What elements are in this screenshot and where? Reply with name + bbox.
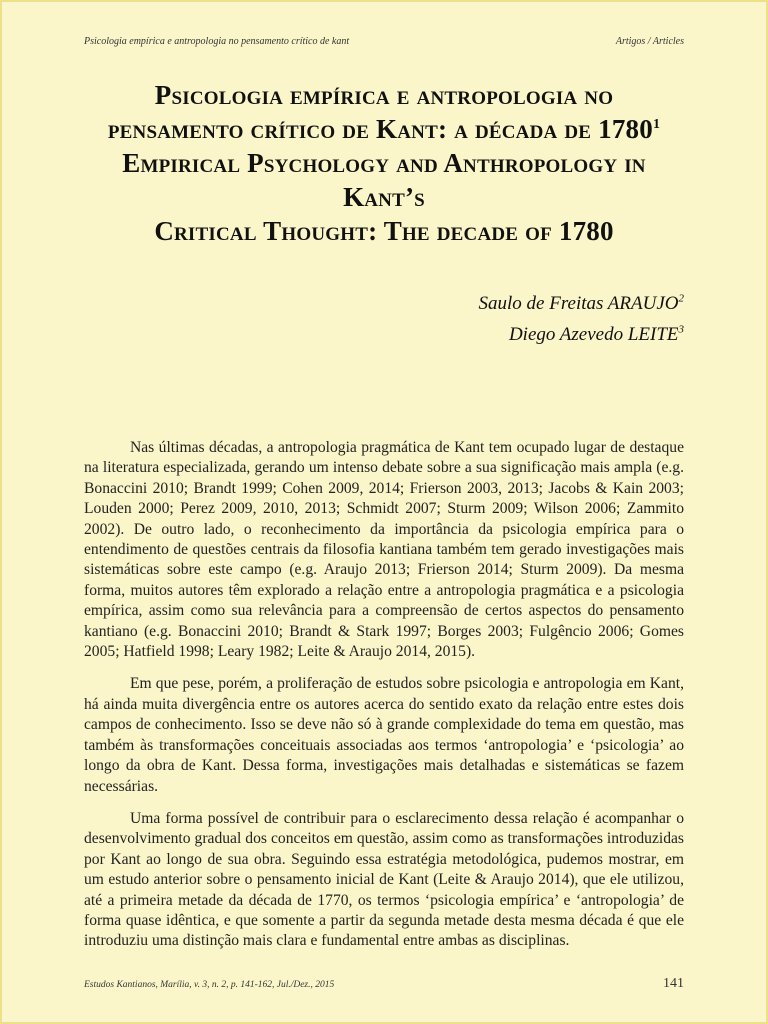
body-paragraph-3: Uma forma possível de contribuir para o esclarecimento dessa relação é acompanhar o desenvolvimento gradual dos conceitos em questão, assim como as transformações introduzidas por Kant ao longo de sua obra. Seguindo essa estratégia metodológica, pudemos mostrar, em um estudo anterior sobre o pensamento inicial de Kant (Leite & Araujo 2014), que ele utilizou, até a primeira metade da década de 1770, os termos ‘psicologia empírica’ e ‘antropologia’ de forma quase idêntica, e que somente a partir da segunda metade desta mesma década é que ele introduziu uma distinção mais clara e fundamental entre ambas as disciplinas. xyxy=(84,809,684,950)
author-1 xyxy=(479,288,685,319)
title-en-line-1: Empirical Psychology and Anthropology in Kant’s xyxy=(122,148,646,212)
section-label: Artigos / Articles xyxy=(615,36,684,47)
title-pt-line-1: Psicologia empírica e antropologia no xyxy=(154,80,614,110)
page-number: 141 xyxy=(663,976,684,991)
authors xyxy=(479,288,685,350)
title-footnote-marker[interactable]: 1 xyxy=(652,117,661,132)
author-1-footnote-marker[interactable]: 2 xyxy=(678,292,684,305)
title-pt-line-2 xyxy=(84,112,684,146)
running-header xyxy=(84,36,684,47)
title-en-line-2: Critical Thought: The decade of 1780 xyxy=(154,216,614,246)
author-1-name: Saulo de Freitas ARAUJO xyxy=(478,293,679,314)
body-paragraph-1: Nas últimas décadas, a antropologia pragmática de Kant tem ocupado lugar de destaque na literatura especializada, gerando um intenso debate sobre a sua significação mais ampla (e.g. Bonaccini 2010; Brandt 1999; Cohen 2009, 2014; Frierson 2003, 2013; Jacobs & Kain 2003; Louden 2000; Perez 2009, 2010, 2013; Schmidt 2007; Sturm 2009; Wilson 2006; Zammito 2002). De outro lado, o reconhecimento da importância da psicologia empírica para o entendimento de questões centrais da filosofia kantiana também tem gerado investigações mais sistemáticas sobre este campo (e.g. Araujo 2013; Frierson 2014; Sturm 2009). Da mesma forma, muitos autores têm explorado a relação entre a antropologia pragmática e a psicologia empírica, assim como sua relevância para a compreensão de certos aspectos do pensamento kantiano (e.g. Bonaccini 2010; Brandt & Stark 1997; Borges 2003; Fulgêncio 2006; Gomes 2005; Hatfield 1998; Leary 1982; Leite & Araujo 2014, 2015). xyxy=(84,439,684,661)
running-footer xyxy=(84,976,684,992)
author-2-footnote-marker[interactable]: 3 xyxy=(678,323,684,336)
journal-citation: Estudos Kantianos, Marília, v. 3, n. 2, p. 141-162, Jul./Dez., 2015 xyxy=(84,980,335,990)
author-2-name: Diego Azevedo LEITE xyxy=(508,324,679,345)
article-body xyxy=(84,438,684,964)
body-paragraph-2: Em que pese, porém, a proliferação de estudos sobre psicologia e antropologia em Kant, há ainda muita divergência entre os autores acerca do sentido exato da relação entre estes dois campos de conhecimento. Isso se deve não só à grande complexidade do tema em questão, mas também às transformações conceituais associadas aos termos ‘antropologia’ e ‘psicologia’ ao longo da obra de Kant. Dessa forma, investigações mais detalhadas e sistemáticas se fazem necessárias. xyxy=(84,675,684,795)
running-title: Psicologia empírica e antropologia no pensamento crítico de kant xyxy=(84,36,350,47)
author-2 xyxy=(479,319,685,350)
title-pt-line-2-text: pensamento crítico de Kant: a década de 1780 xyxy=(107,114,653,144)
article-title xyxy=(84,78,684,248)
